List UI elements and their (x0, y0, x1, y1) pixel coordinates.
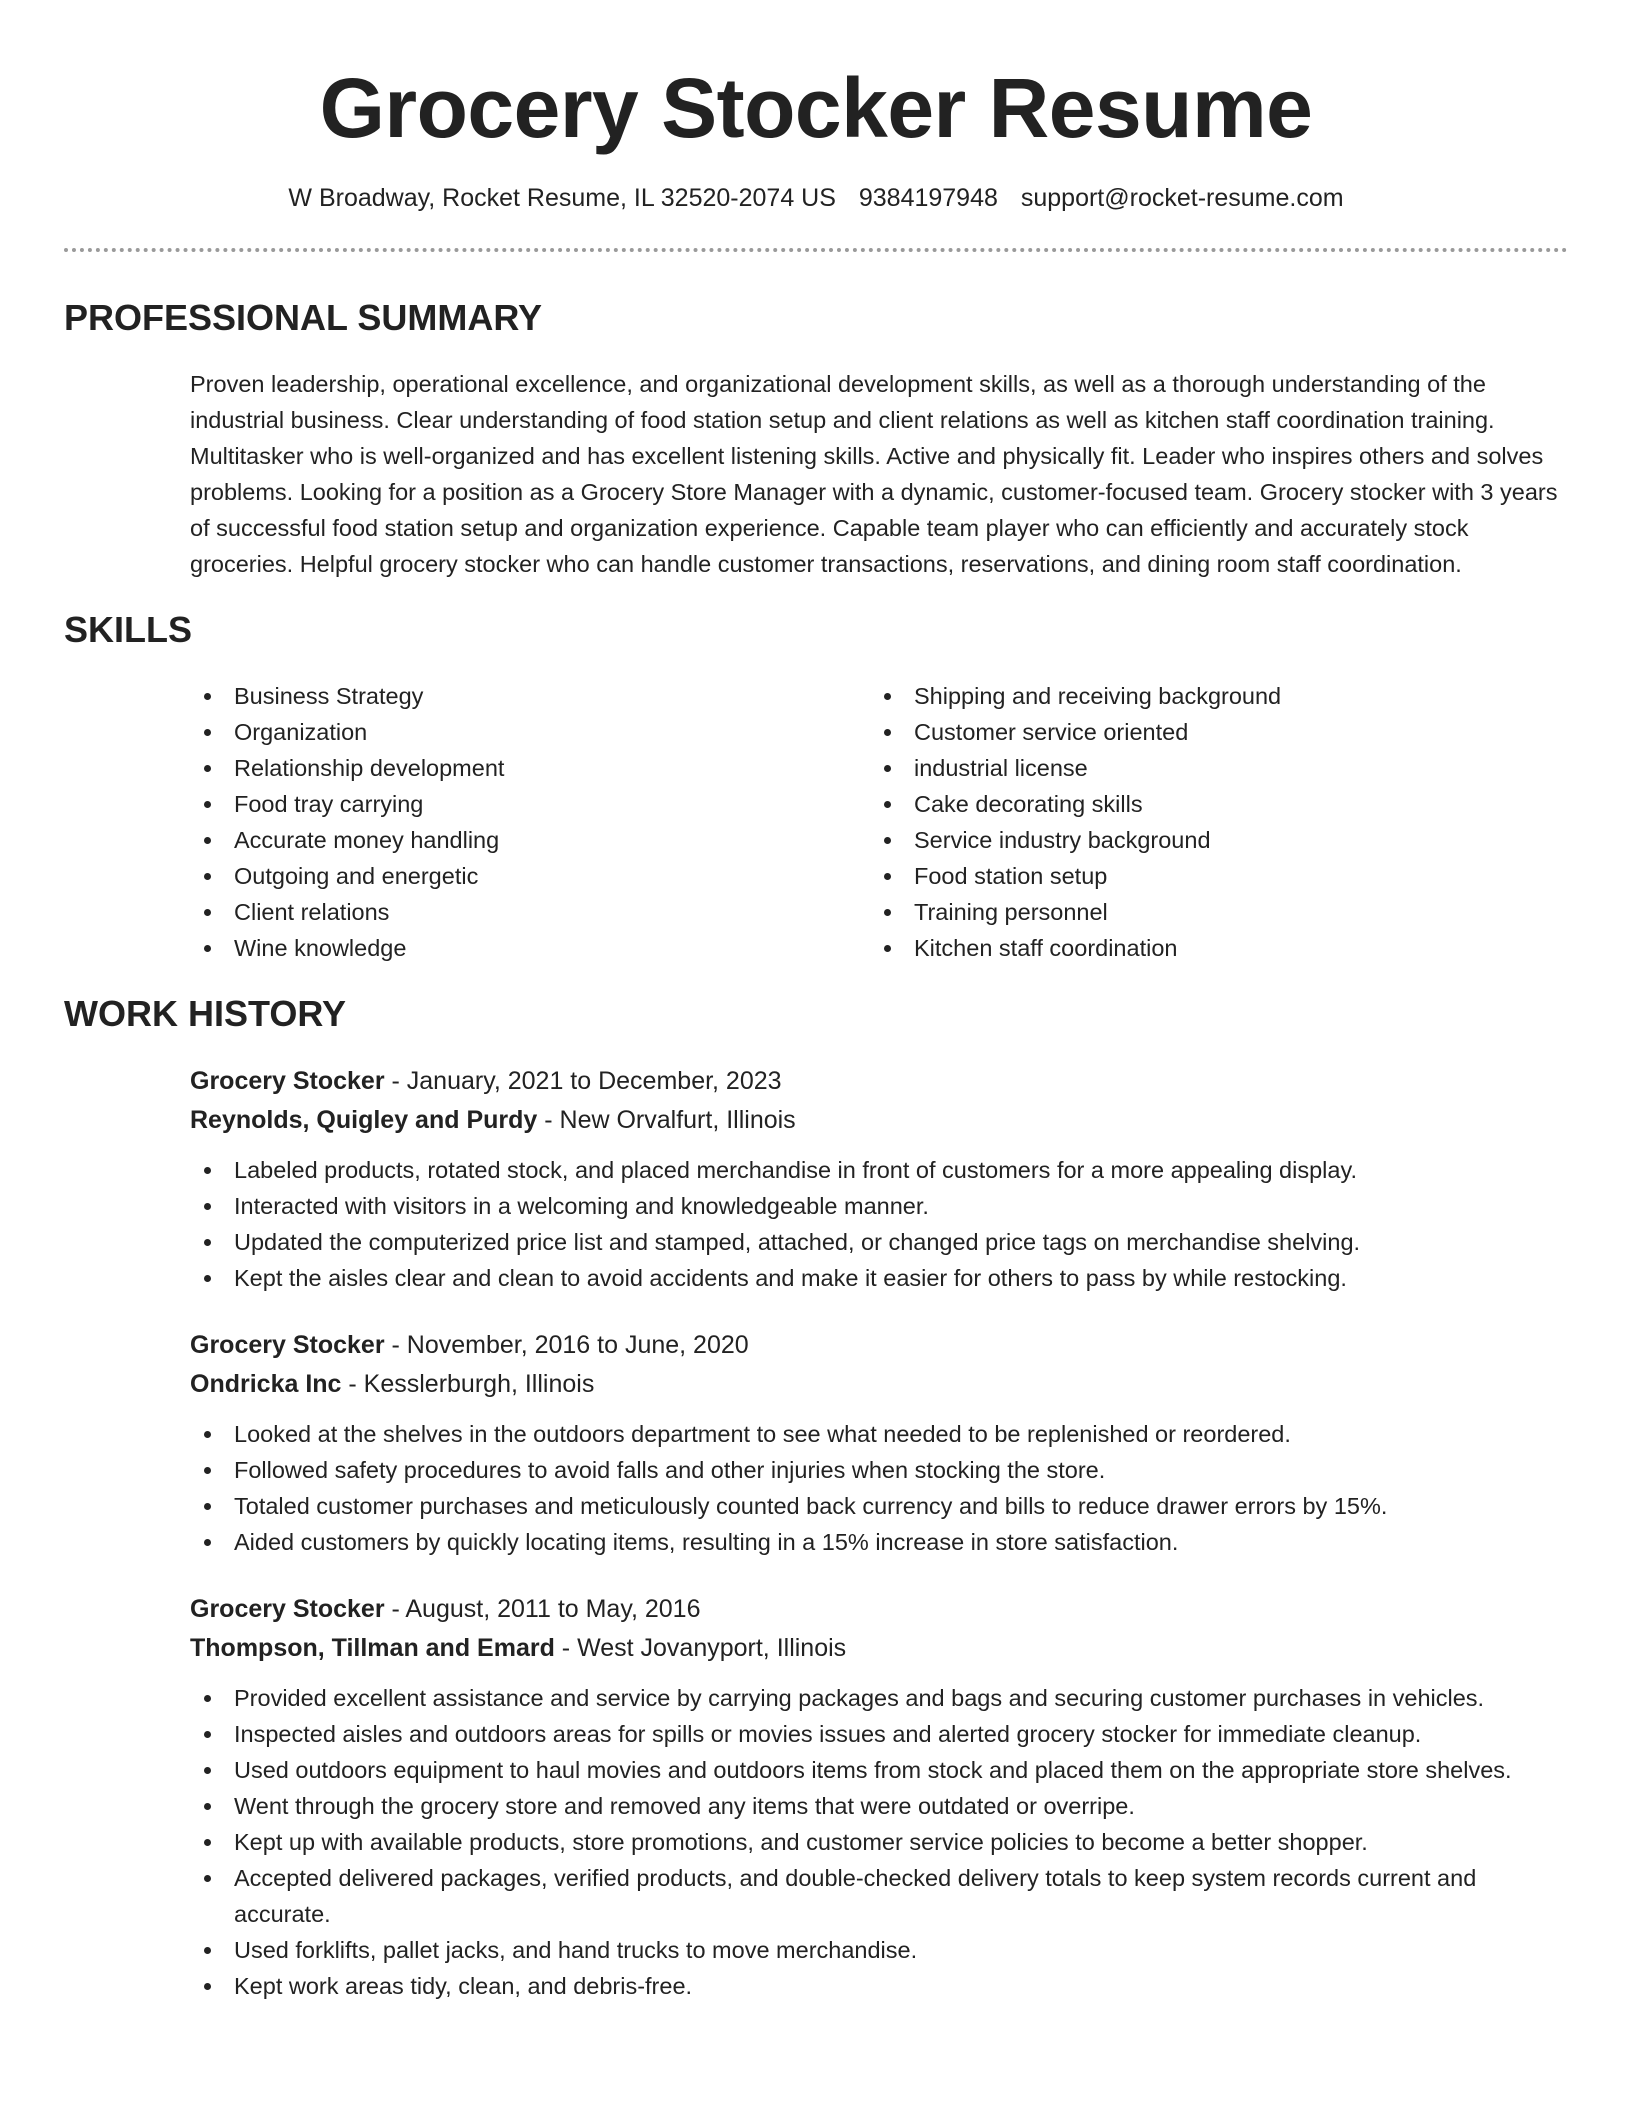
job-company: Ondricka Inc (190, 1370, 342, 1398)
job-role-line (190, 1062, 1568, 1101)
duty-item: Aided customers by quickly locating items, resulting in a 15% increase in store satisfaction. (190, 1524, 1568, 1560)
duty-item: Followed safety procedures to avoid falls and other injuries when stocking the store. (190, 1452, 1568, 1488)
contact-email: support@rocket-resume.com (1020, 184, 1344, 212)
duty-item: Went through the grocery store and removed any items that were outdated or overripe. (190, 1788, 1568, 1824)
job-role: Grocery Stocker (190, 1331, 385, 1359)
duty-item: Provided excellent assistance and service by carrying packages and bags and securing customer purchases in vehicles. (190, 1680, 1568, 1716)
skill-item: Cake decorating skills (870, 786, 1550, 822)
job-company: Thompson, Tillman and Emard (190, 1634, 555, 1662)
job-entry (190, 1326, 1568, 1560)
job-location: - Kesslerburgh, Illinois (341, 1370, 595, 1398)
job-role: Grocery Stocker (190, 1595, 385, 1623)
skill-item: Food station setup (870, 858, 1550, 894)
duty-item: Looked at the shelves in the outdoors department to see what needed to be replenished or reordered. (190, 1416, 1568, 1452)
skill-item: Accurate money handling (190, 822, 870, 858)
duty-item: Inspected aisles and outdoors areas for spills or movies issues and alerted grocery stocker for immediate cleanup. (190, 1716, 1568, 1752)
skill-item: Food tray carrying (190, 786, 870, 822)
duty-item: Labeled products, rotated stock, and placed merchandise in front of customers for a more appealing display. (190, 1152, 1568, 1188)
duty-item: Accepted delivered packages, verified products, and double-checked delivery totals to keep system records current and accurate. (190, 1860, 1568, 1932)
job-dates: - November, 2016 to June, 2020 (384, 1331, 749, 1359)
job-duties (190, 1680, 1568, 2004)
job-role-line (190, 1590, 1568, 1629)
summary-text: Proven leadership, operational excellence, and organizational development skills, as well as a thorough understanding of the industrial business. Clear understanding of food station setup and client relations as well as kitchen staff coordination training. Multitasker who is well-organized and has excellent listening skills. Active and physically fit. Leader who inspires others and solves problems. Looking for a position as a Grocery Store Manager with a dynamic, customer-focused team. Grocery stocker with 3 years of successful food station setup and organization experience. Capable team player who can efficiently and accurately stock groceries. Helpful grocery stocker who can handle customer transactions, reservations, and dining room staff coordination. (190, 371, 1558, 577)
duty-item: Interacted with visitors in a welcoming and knowledgeable manner. (190, 1188, 1568, 1224)
skill-item: industrial license (870, 750, 1550, 786)
duty-item: Kept up with available products, store promotions, and customer service policies to become a better shopper. (190, 1824, 1568, 1860)
job-duties (190, 1152, 1568, 1296)
skill-item: Training personnel (870, 894, 1550, 930)
job-duties (190, 1416, 1568, 1560)
contact-phone: 9384197948 (858, 184, 998, 212)
skills-list (190, 678, 1568, 966)
job-entry (190, 1590, 1568, 2004)
job-company: Reynolds, Quigley and Purdy (190, 1106, 538, 1134)
skill-item: Customer service oriented (870, 714, 1550, 750)
job-dates: - August, 2011 to May, 2016 (384, 1595, 701, 1623)
skills-column-left (190, 678, 870, 966)
work-history-heading: WORK HISTORY (64, 993, 347, 1034)
duty-item: Kept the aisles clear and clean to avoid accidents and make it easier for others to pass by while restocking. (190, 1260, 1568, 1296)
job-role-line (190, 1326, 1568, 1365)
job-location: - New Orvalfurt, Illinois (537, 1106, 796, 1134)
summary-heading: PROFESSIONAL SUMMARY (64, 297, 543, 338)
skill-item: Outgoing and energetic (190, 858, 870, 894)
job-company-line (190, 1365, 1568, 1404)
skill-item: Relationship development (190, 750, 870, 786)
job-company-line (190, 1629, 1568, 1668)
duty-item: Kept work areas tidy, clean, and debris-free. (190, 1968, 1568, 2004)
skill-item: Wine knowledge (190, 930, 870, 966)
job-role: Grocery Stocker (190, 1067, 385, 1095)
contact-address: W Broadway, Rocket Resume, IL 32520-2074 US (288, 184, 836, 212)
skill-item: Shipping and receiving background (870, 678, 1550, 714)
skill-item: Business Strategy (190, 678, 870, 714)
skill-item: Client relations (190, 894, 870, 930)
job-entry (190, 1062, 1568, 1296)
contact-line (64, 182, 1568, 214)
skills-column-right (870, 678, 1550, 966)
job-company-line (190, 1101, 1568, 1140)
skill-item: Organization (190, 714, 870, 750)
job-dates: - January, 2021 to December, 2023 (384, 1067, 782, 1095)
skills-heading: SKILLS (64, 609, 193, 650)
skill-item: Service industry background (870, 822, 1550, 858)
job-location: - West Jovanyport, Illinois (554, 1634, 847, 1662)
duty-item: Updated the computerized price list and stamped, attached, or changed price tags on merchandise shelving. (190, 1224, 1568, 1260)
duty-item: Used outdoors equipment to haul movies and outdoors items from stock and placed them on the appropriate store shelves. (190, 1752, 1568, 1788)
duty-item: Used forklifts, pallet jacks, and hand trucks to move merchandise. (190, 1932, 1568, 1968)
skill-item: Kitchen staff coordination (870, 930, 1550, 966)
header-divider (64, 248, 1568, 252)
resume-title: Grocery Stocker Resume (319, 61, 1313, 155)
duty-item: Totaled customer purchases and meticulously counted back currency and bills to reduce drawer errors by 15%. (190, 1488, 1568, 1524)
